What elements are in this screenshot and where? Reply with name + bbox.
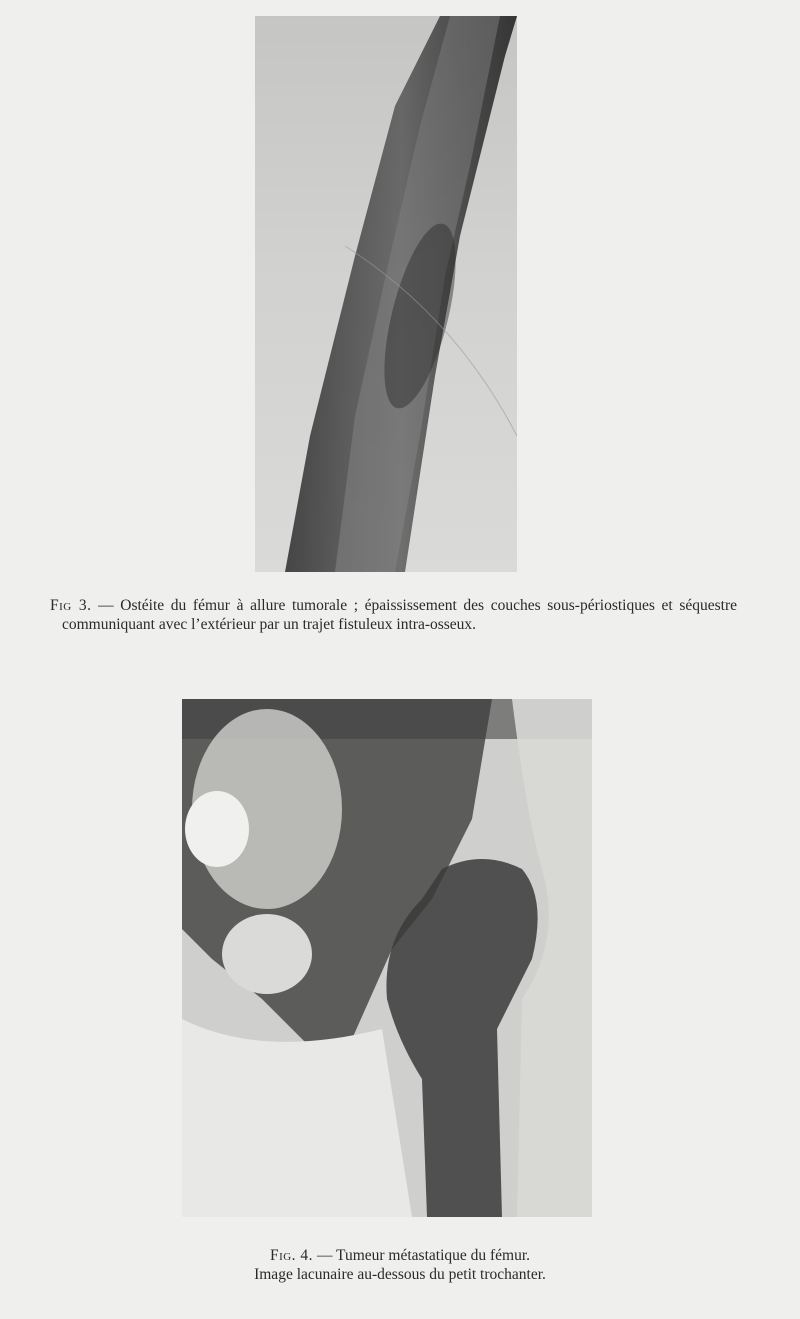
figure-4-caption — [150, 1246, 650, 1284]
figure-3-caption-text: — Ostéite du fémur à allure tumorale ; épaississement des couches sous-périostiques et séquestre communiquant avec l’extérieur par un trajet fistuleux intra-osseux. — [62, 597, 737, 633]
figure-4-caption-text-1: — Tumeur métastatique du fémur. — [316, 1247, 531, 1264]
figure-3-caption — [50, 596, 737, 634]
figure-4-caption-line1 — [150, 1246, 650, 1265]
figure-4-caption-line2: Image lacunaire au-dessous du petit trochanter. — [254, 1266, 546, 1283]
figure-4-label: Fig. 4. — [269, 1247, 314, 1264]
hip-radiograph-fig4-image — [182, 699, 592, 1217]
femur-radiograph-fig3-image — [255, 16, 517, 572]
femur-radiograph-fig3 — [255, 16, 517, 572]
figure-3-label: Fig 3. — [50, 597, 92, 614]
hip-radiograph-fig4 — [182, 699, 592, 1217]
